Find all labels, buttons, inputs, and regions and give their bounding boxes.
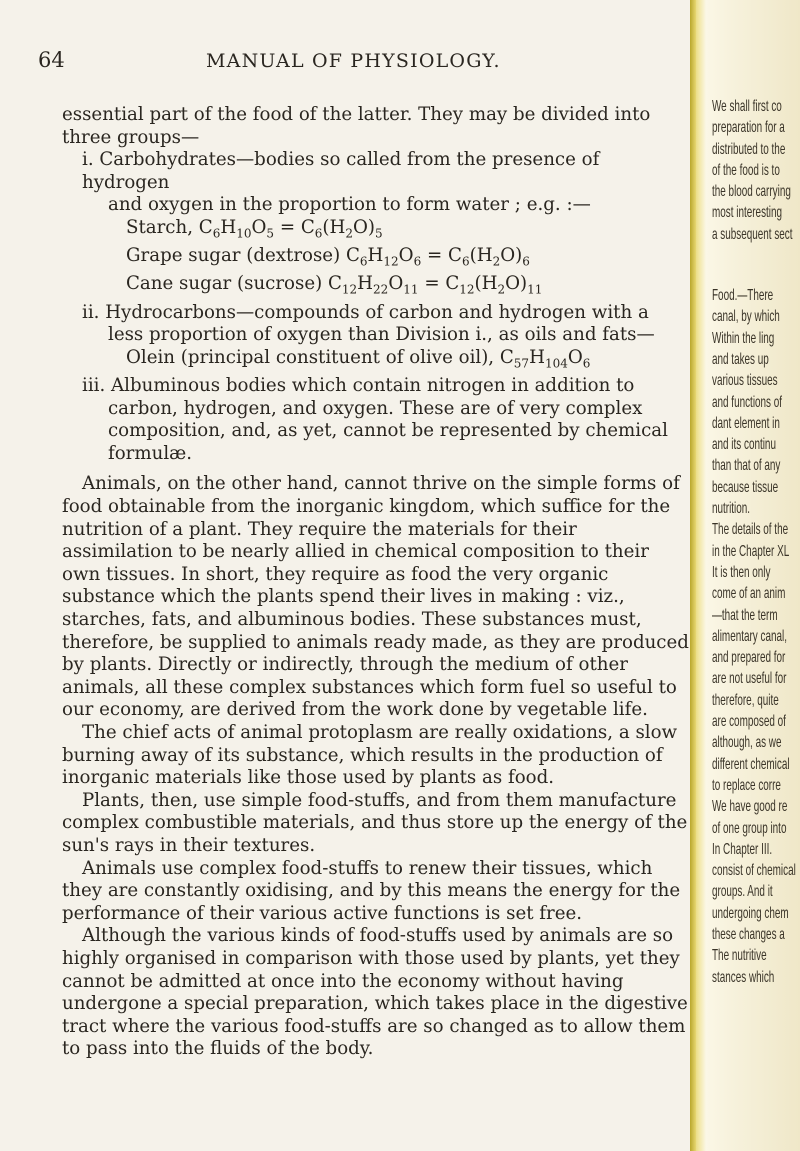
facing-page-line: come of an anim [712, 585, 786, 603]
facing-page-line: because tissue [712, 478, 779, 496]
paragraph-animals-use: Animals use complex food-stuffs to renew their tissues, which they are constantly oxidising, and by this means the energy for the performance of their various active functions is set free. [62, 857, 681, 924]
group1-heading: i. Carbohydrates—bodies so called from the presence of hydrogen [82, 149, 600, 193]
facing-page-line: different chemical [712, 755, 790, 773]
facing-page-line: and takes up [712, 350, 769, 368]
facing-page-line: of the food is to [712, 161, 780, 179]
paragraph-plants: Plants, then, use simple food-stuffs, and from them manufacture complex combustible materials, and thus store up the energy of the sun's rays in their textures. [62, 789, 688, 856]
page-number: 64 [38, 48, 65, 72]
facing-page-line: consist of chemical [712, 862, 796, 880]
group3-heading: iii. Albuminous bodies which contain nitrogen in addition to [82, 375, 635, 397]
facing-page-line: dant element in [712, 414, 780, 432]
facing-page-line: nutrition. [712, 500, 751, 518]
facing-page-line: these changes a [712, 925, 785, 943]
running-title: MANUAL OF PHYSIOLOGY. [206, 50, 501, 72]
facing-page-line: to replace corre [712, 776, 781, 794]
facing-page-line: the blood carrying [712, 183, 791, 201]
formula-starch: Starch, $C_6H_{10}O_5 = C_6(H_2O)_5$ [126, 216, 383, 241]
body-text [62, 104, 690, 1061]
facing-page-line: Within the ling [712, 329, 775, 347]
facing-page-line: Food.—There [712, 287, 774, 305]
facing-page-line: We have good re [712, 798, 788, 816]
facing-page-text [712, 96, 796, 988]
facing-page-line: most interesting [712, 204, 783, 222]
facing-page-line: are not useful for [712, 670, 787, 688]
facing-page-line: distributed to the [712, 140, 786, 158]
paragraph-animals: Animals, on the other hand, cannot thrive on the simple forms of food obtainable from the inorganic kingdom, which suffice for the nutrition of a plant. They require the materials for their assimilation to be nearly allied in chemical composition to their own tissues. In short, they require as food the very organic substance which the plants spend their lives in making : viz., starches, fats, and albuminous bodies. These substances must, therefore, be supplied to animals ready made, as they are produced by plants. Directly or indirectly, through the medium of other animals, all these complex substances which form fuel so useful to our economy, are derived from the work done by vegetable life. [62, 473, 689, 721]
paragraph-although: Although the various kinds of food-stuffs used by animals are so highly organised in comparison with those used by plants, yet they cannot be admitted at once into the economy without having undergone a special preparation, which takes place in the digestive tract where the various food-stuffs are so changed as to allow them to pass into the fluids of the body. [62, 925, 688, 1060]
facing-page-line: than that of any [712, 457, 781, 475]
facing-page-line: are composed of [712, 713, 786, 731]
facing-page-line: and its continu [712, 436, 776, 454]
facing-page-line: various tissues [712, 372, 778, 390]
book-gutter [690, 0, 696, 1151]
facing-page-line: —that the term [712, 606, 778, 624]
facing-page-line: in the Chapter XL [712, 542, 790, 560]
group3-rest: carbon, hydrogen, and oxygen. These are of very complex composition, and, as yet, cannot be represented by chemical formulæ. [108, 397, 668, 464]
facing-page-line: of one group into [712, 819, 787, 837]
facing-page-line: It is then only [712, 563, 771, 581]
facing-page-line: and functions of [712, 393, 783, 411]
group1-line2: and oxygen in the proportion to form water ; e.g. :— [108, 194, 591, 216]
facing-page-line: therefore, quite [712, 691, 779, 709]
facing-page-line: stances which [712, 968, 775, 986]
facing-page-edge [690, 0, 800, 1151]
formula-grape-sugar: Grape sugar (dextrose) $C_6H_{12}O_6 = C_6(H_2O)_6$ [126, 245, 530, 269]
facing-page-line: groups. And it [712, 883, 773, 901]
facing-page-line: The nutritive [712, 947, 767, 965]
group2-line2: less proportion of oxygen than Division i., as oils and fats— [108, 324, 655, 346]
formula-olein: Olein (principal constituent of olive oil), $C_{57}H_{104}O_6$ [126, 346, 591, 371]
facing-page-line: a subsequent sect [712, 225, 793, 243]
intro-paragraph: essential part of the food of the latter. They may be divided into three groups— [62, 104, 651, 148]
facing-page-line: In Chapter III. [712, 840, 773, 858]
facing-page-line [712, 245, 768, 285]
page-header [38, 48, 668, 72]
facing-page-line: although, as we [712, 734, 782, 752]
group2-heading: ii. Hydrocarbons—compounds of carbon and hydrogen with a [82, 301, 649, 323]
facing-page-line: undergoing chem [712, 904, 789, 922]
formula-cane-sugar: Cane sugar (sucrose) $C_{12}H_{22}O_{11} = C_{12}(H_2O)_{11}$ [126, 273, 543, 298]
facing-page-line: and prepared for [712, 649, 786, 667]
facing-page-line: preparation for a [712, 119, 785, 137]
facing-page-line: The details of the [712, 521, 789, 539]
facing-page-line: We shall first co [712, 98, 782, 115]
paragraph-chief-acts: The chief acts of animal protoplasm are really oxidations, a slow burning away of its substance, which results in the production of inorganic materials like those used by plants as food. [62, 722, 678, 789]
facing-page-line: alimentary canal, [712, 627, 787, 645]
facing-page-line: canal, by which [712, 308, 780, 326]
